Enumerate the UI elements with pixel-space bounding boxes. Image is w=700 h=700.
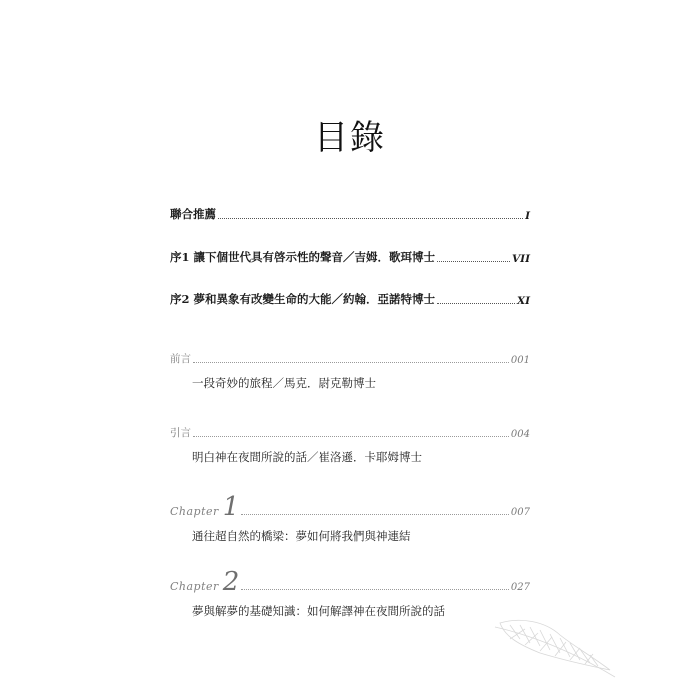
- entry-label: 序2 夢和異象有改變生命的大能／約翰．亞諾特博士: [170, 292, 436, 306]
- chapter-number: 1: [222, 492, 240, 522]
- chapter-heading: [170, 492, 240, 522]
- entry-subtitle: 夢與解夢的基礎知識：如何解譯神在夜間所說的話: [192, 604, 445, 618]
- entry-subtitle: 通往超自然的橋梁：夢如何將我們與神連結: [192, 529, 411, 543]
- dot-leader: [218, 217, 523, 219]
- entry-label: 前言: [170, 353, 191, 365]
- dot-leader: [241, 588, 509, 590]
- page-title: 目錄: [314, 118, 386, 158]
- toc-entry-recommendations: [170, 206, 530, 222]
- entry-page-number: 007: [510, 507, 530, 518]
- dot-leader: [241, 513, 509, 515]
- entry-page-number: 004: [510, 429, 530, 440]
- chapter-word: Chapter: [170, 505, 219, 518]
- entry-page-number: VII: [512, 253, 530, 265]
- entry-subtitle: 明白神在夜間所說的話／崔洛遜．卡耶姆博士: [192, 450, 422, 464]
- entry-label: 引言: [170, 427, 191, 439]
- dot-leader: [437, 260, 510, 262]
- entry-page-number: I: [525, 210, 530, 222]
- feather-illustration: [490, 615, 620, 685]
- chapter-word: Chapter: [170, 580, 219, 593]
- toc-entry-foreword: [170, 351, 530, 366]
- dot-leader: [193, 435, 509, 437]
- chapter-heading: [170, 567, 240, 597]
- dot-leader: [193, 361, 509, 363]
- chapter-number: 2: [222, 567, 240, 597]
- toc-entry-chapter-1: [170, 492, 530, 522]
- entry-page-number: 001: [510, 355, 530, 366]
- entry-page-number: XI: [516, 295, 530, 307]
- entry-subtitle: 一段奇妙的旅程／馬克．尉克勒博士: [192, 376, 376, 390]
- entry-page-number: 027: [510, 582, 530, 593]
- toc-entry-introduction: [170, 425, 530, 440]
- toc-entry-preface-2: [170, 291, 530, 307]
- entry-label: 序1 讓下個世代具有啓示性的聲音／吉姆．歌珥博士: [170, 250, 436, 264]
- dot-leader: [437, 302, 515, 304]
- toc-entry-chapter-2: [170, 567, 530, 597]
- toc-entry-preface-1: [170, 249, 530, 265]
- entry-label: 聯合推薦: [170, 207, 216, 221]
